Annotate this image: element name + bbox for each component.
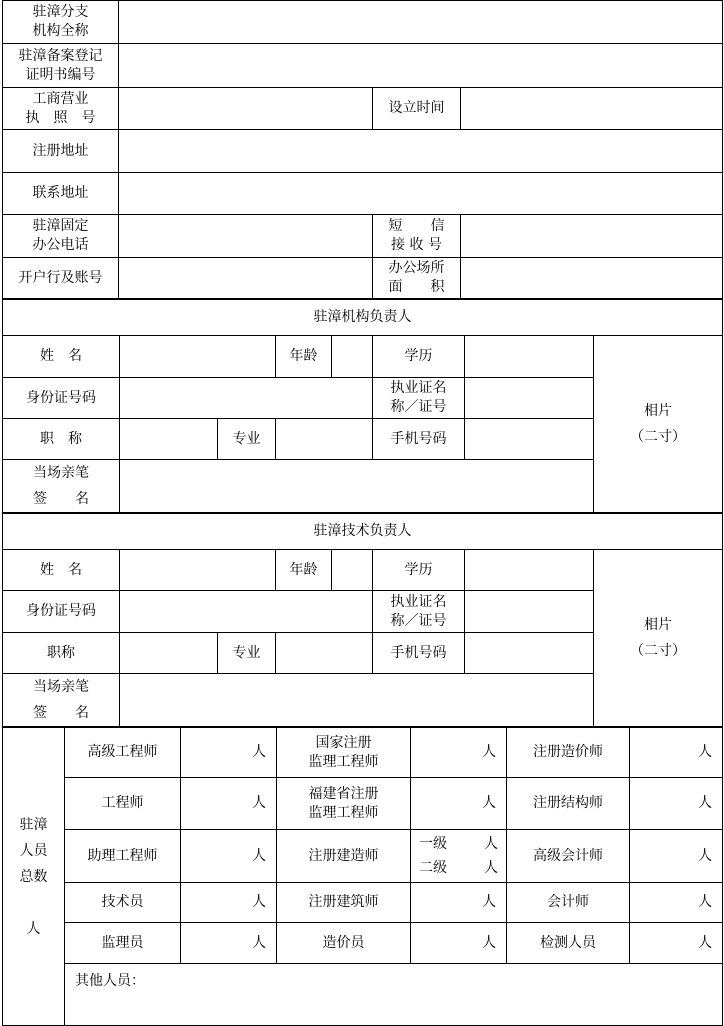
fujian-supervisor-count[interactable]: 人 (411, 778, 507, 830)
senior-engineer-label: 高级工程师 (65, 728, 181, 778)
tech-head-signature-field[interactable] (120, 674, 594, 727)
bank-account-label: 开户行及账号 (3, 258, 119, 299)
fujian-supervisor-label: 福建省注册 监理工程师 (277, 778, 411, 830)
org-head-education-label: 学历 (373, 336, 465, 378)
cost-engineer-label: 注册造价师 (507, 728, 630, 778)
tech-head-table (2, 513, 723, 727)
filing-cert-field[interactable] (119, 44, 723, 88)
org-head-education-field[interactable] (465, 336, 594, 378)
org-head-age-field[interactable] (332, 336, 373, 378)
inspector-count[interactable]: 人 (630, 923, 723, 964)
tech-head-mobile-field[interactable] (465, 633, 594, 674)
assistant-engineer-count[interactable]: 人 (181, 830, 277, 883)
structural-engineer-count[interactable]: 人 (630, 778, 723, 830)
national-supervisor-count[interactable]: 人 (411, 728, 507, 778)
org-head-mobile-field[interactable] (465, 419, 594, 460)
org-head-signature-label: 当场亲笔 签 名 (3, 460, 120, 513)
tech-head-signature-label: 当场亲笔 签 名 (3, 674, 120, 727)
supervisor-label: 监理员 (65, 923, 181, 964)
org-head-signature-field[interactable] (120, 460, 594, 513)
office-area-label: 办公场所 面 积 (373, 258, 461, 299)
constructor-label: 注册建造师 (277, 830, 411, 883)
org-head-cert-field[interactable] (465, 378, 594, 419)
office-phone-field[interactable] (119, 215, 373, 258)
org-head-id-field[interactable] (120, 378, 373, 419)
tech-head-education-label: 学历 (373, 550, 465, 591)
org-head-title: 驻漳机构负责人 (3, 300, 723, 336)
org-head-name-field[interactable] (120, 336, 276, 378)
tech-head-name-field[interactable] (120, 550, 276, 591)
business-license-label: 工商营业 执 照 号 (3, 88, 119, 130)
accountant-count[interactable]: 人 (630, 883, 723, 923)
tech-head-title-label: 职称 (3, 633, 120, 674)
engineer-count[interactable]: 人 (181, 778, 277, 830)
registration-form (2, 0, 722, 1026)
technician-label: 技术员 (65, 883, 181, 923)
org-head-cert-label: 执业证名 称／证号 (373, 378, 465, 419)
business-license-field[interactable] (119, 88, 373, 130)
org-full-name-label: 驻漳分支 机构全称 (3, 1, 119, 44)
contact-address-label: 联系地址 (3, 173, 119, 215)
org-head-major-label: 专业 (218, 419, 276, 460)
org-head-major-field[interactable] (276, 419, 373, 460)
tech-head-name-label: 姓 名 (3, 550, 120, 591)
constructor-grade1-row: 一级 人 (419, 836, 498, 852)
other-staff-field[interactable]: 其他人员： (65, 964, 723, 1026)
established-label: 设立时间 (373, 88, 461, 130)
architect-label: 注册建筑师 (277, 883, 411, 923)
org-head-title-label: 职 称 (3, 419, 120, 460)
org-full-name-field[interactable] (119, 1, 723, 44)
reg-address-field[interactable] (119, 130, 723, 173)
tech-head-age-label: 年龄 (276, 550, 332, 591)
inspector-label: 检测人员 (507, 923, 630, 964)
engineer-label: 工程师 (65, 778, 181, 830)
tech-head-cert-label: 执业证名 称／证号 (373, 591, 465, 633)
office-phone-label: 驻漳固定 办公电话 (3, 215, 119, 258)
tech-head-mobile-label: 手机号码 (373, 633, 465, 674)
staff-total-label: 驻漳 人员 总数 人 (3, 728, 65, 1026)
tech-head-major-label: 专业 (218, 633, 276, 674)
tech-head-cert-field[interactable] (465, 591, 594, 633)
tech-head-title-field[interactable] (120, 633, 218, 674)
cost-engineer-count[interactable]: 人 (630, 728, 723, 778)
tech-head-title: 驻漳技术负责人 (3, 514, 723, 550)
office-area-field[interactable] (461, 258, 723, 299)
org-head-table (2, 299, 723, 513)
tech-head-photo-box[interactable]: 相片 （二寸） (594, 550, 723, 727)
org-head-age-label: 年龄 (276, 336, 332, 378)
tech-head-id-field[interactable] (120, 591, 373, 633)
senior-accountant-count[interactable]: 人 (630, 830, 723, 883)
staff-table (2, 727, 723, 1026)
org-head-title-field[interactable] (120, 419, 218, 460)
cost-clerk-label: 造价员 (277, 923, 411, 964)
sms-number-field[interactable] (461, 215, 723, 258)
tech-head-education-field[interactable] (465, 550, 594, 591)
technician-count[interactable]: 人 (181, 883, 277, 923)
filing-cert-label: 驻漳备案登记 证明书编号 (3, 44, 119, 88)
structural-engineer-label: 注册结构师 (507, 778, 630, 830)
cost-clerk-count[interactable]: 人 (411, 923, 507, 964)
accountant-label: 会计师 (507, 883, 630, 923)
established-field[interactable] (461, 88, 723, 130)
tech-head-major-field[interactable] (276, 633, 373, 674)
org-head-mobile-label: 手机号码 (373, 419, 465, 460)
senior-engineer-count[interactable]: 人 (181, 728, 277, 778)
org-head-name-label: 姓 名 (3, 336, 120, 378)
contact-address-field[interactable] (119, 173, 723, 215)
org-head-id-label: 身份证号码 (3, 378, 120, 419)
tech-head-id-label: 身份证号码 (3, 591, 120, 633)
senior-accountant-label: 高级会计师 (507, 830, 630, 883)
bank-account-field[interactable] (119, 258, 373, 299)
org-head-photo-box[interactable]: 相片 （二寸） (594, 336, 723, 513)
assistant-engineer-label: 助理工程师 (65, 830, 181, 883)
constructor-grade2-row: 二级 人 (419, 860, 498, 876)
architect-count[interactable]: 人 (411, 883, 507, 923)
national-supervisor-label: 国家注册 监理工程师 (277, 728, 411, 778)
supervisor-count[interactable]: 人 (181, 923, 277, 964)
tech-head-age-field[interactable] (332, 550, 373, 591)
reg-address-label: 注册地址 (3, 130, 119, 173)
sms-number-label: 短 信 接 收 号 (373, 215, 461, 258)
org-info-table (2, 0, 723, 299)
constructor-count[interactable] (411, 830, 507, 883)
